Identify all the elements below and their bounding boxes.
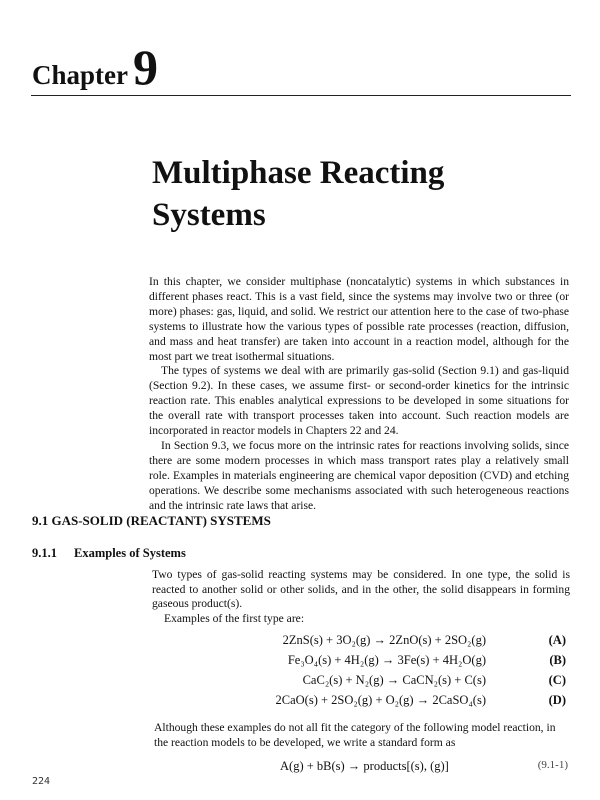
intro-paragraph: The types of systems we deal with are primarily gas-solid (Section 9.1) and gas-liquid (Section 9.2). In these cases, we assume first- or second-order kinetics for the intrinsic reaction rate. This enables analytical expressions to be developed in some situations for the overall rate with transport processes taken into account. Such reaction models are incorporated in reactor models in Chapters 22 and 24. [149,364,569,438]
model-equation-label: (9.1-1) [537,759,568,771]
intro-paragraph: In Section 9.3, we focus more on the intrinsic rates for reactions involving solids, since there are some modern processes in which mass transport rates play a relatively small role. Examples in materials engineering are chemical vapor deposition (CVD) and etching operations. We describe some mechanisms associated with such heterogeneous reactions and the intrinsic rate laws that arise. [149,438,569,512]
chapter-heading [32,38,158,96]
section-heading: 9.1 GAS-SOLID (REACTANT) SYSTEMS [32,513,271,528]
equation-c [152,673,566,692]
chapter-title-line-1: Multiphase Reacting [152,155,445,191]
equation-a [152,633,566,652]
intro-text [149,275,569,514]
equation-label: (D) [548,693,566,707]
equation-d [152,693,566,712]
chapter-rule [31,95,571,96]
chapter-number: 9 [133,39,158,95]
equation-b [152,653,566,672]
equation-text: CaC₂(s) + N₂(g) → CaCN₂(s) + C(s) [302,673,486,687]
equation-text: Fe₃O₄(s) + 4H₂(g) → 3Fe(s) + 4H₂O(g) [287,653,486,667]
chapter-word: Chapter [32,60,128,90]
model-equation-text: A(g) + bB(s) → products[(s), (g)] [280,759,449,773]
closing-paragraph: Although these examples do not all fit the category of the following model reaction, in the reaction models to be developed, we write a standard form as [154,721,556,749]
types-paragraph-text: Two types of gas-solid reacting systems may be considered. In one type, the solid is reacted to another solid or other solids, and in the other, the solid disappears in forming gaseous product(s). [152,568,570,610]
subsection-heading [32,546,186,561]
equation-label: (C) [548,673,566,687]
subsection-number: 9.1.1 [32,546,57,560]
chapter-title [152,152,572,236]
intro-paragraph: In this chapter, we consider multiphase (noncatalytic) systems in which substances in different phases react. This is a vast field, since the systems may involve two or three (or more) phases: gas, liquid, and solid. We restrict our attention here to the case of two-phase systems to illustrate how the various types of possible rate processes (reaction, diffusion, and mass and heat transfer) are taken into account in a reaction model, although for the most part we treat isothermal situations. [149,275,569,363]
page-number: 224 [32,776,51,787]
equation-text: 2ZnS(s) + 3O₂(g) → 2ZnO(s) + 2SO₂(g) [282,633,486,647]
examples-lead: Examples of the first type are: [164,611,305,625]
subsection-title: Examples of Systems [74,546,186,560]
model-equation [152,759,568,779]
equation-label: (B) [549,653,566,667]
chapter-title-line-2: Systems [152,197,266,233]
types-paragraph [152,568,570,626]
equation-label: (A) [548,633,566,647]
equation-text: 2CaO(s) + 2SO₂(g) + O₂(g) → 2CaSO₄(s) [275,693,486,707]
